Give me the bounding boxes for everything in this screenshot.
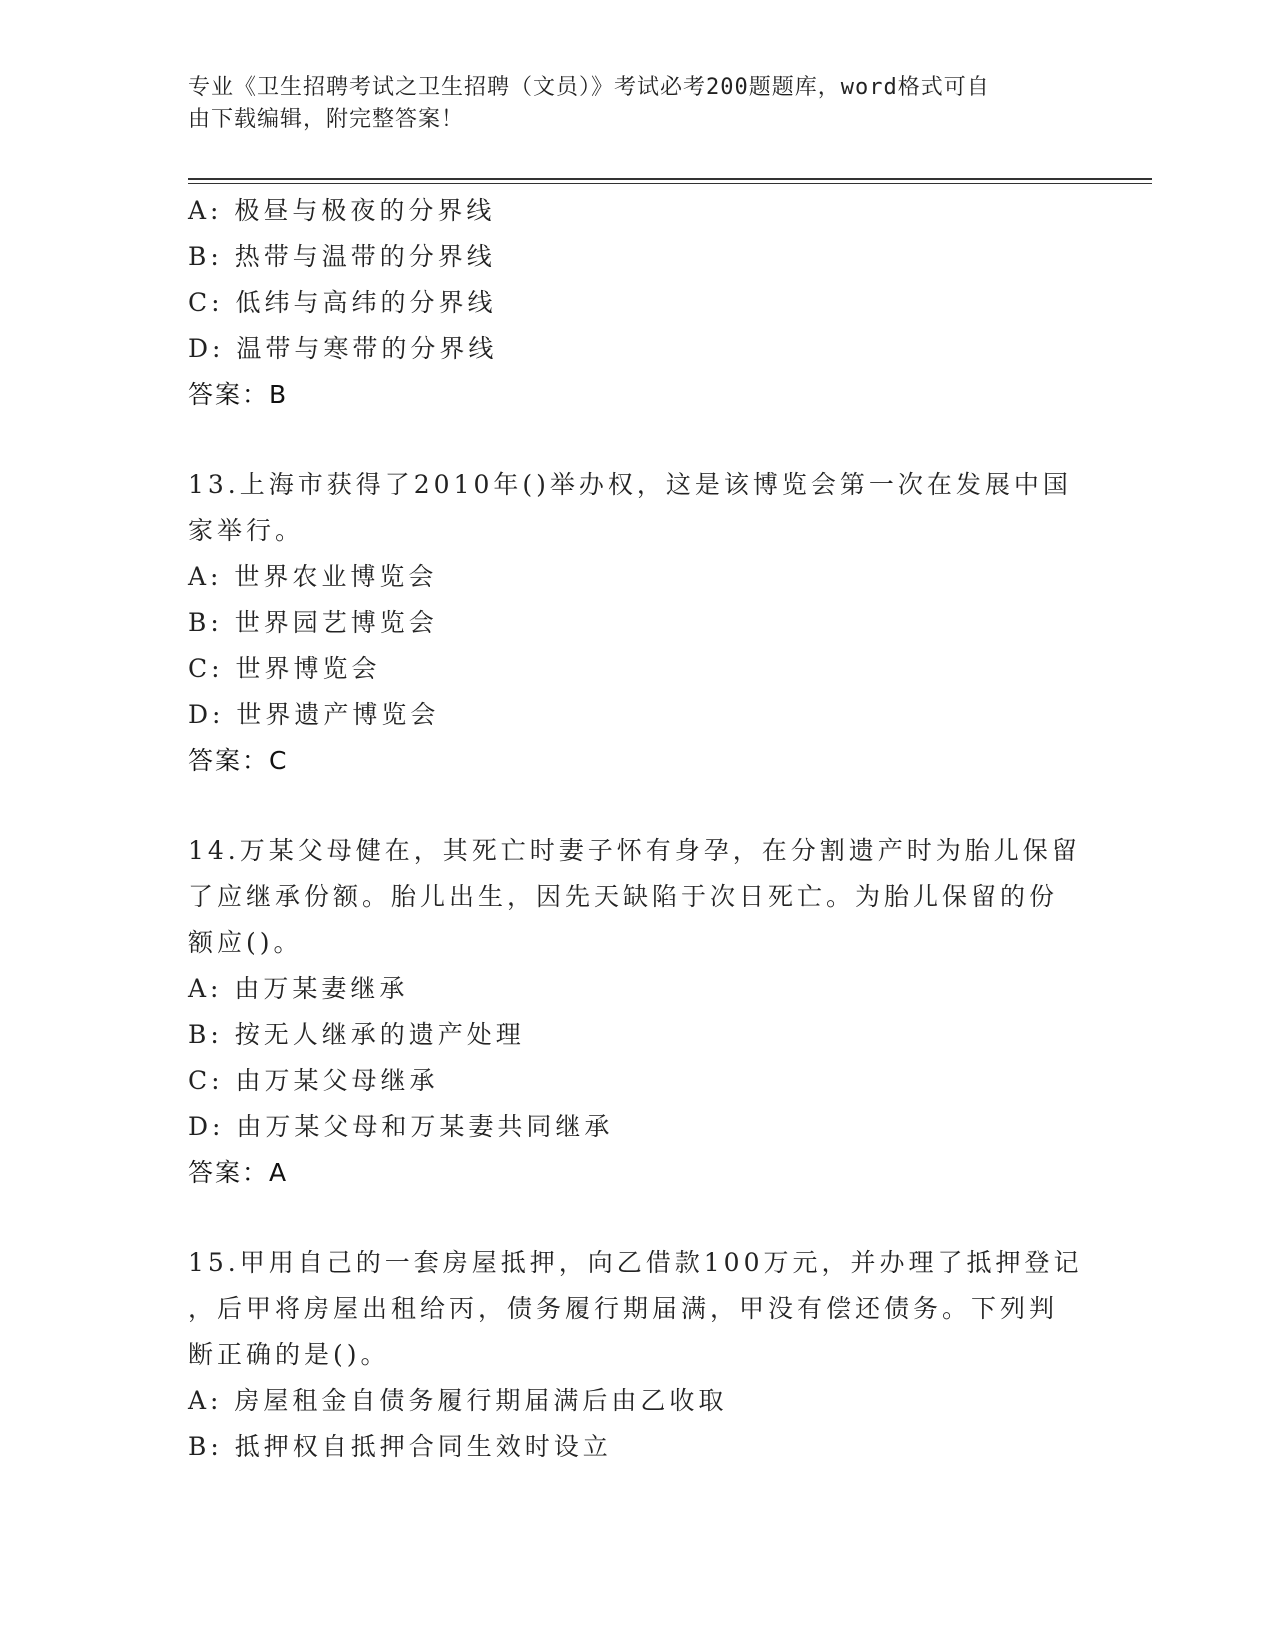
question-12 bbox=[188, 188, 1088, 418]
question-13 bbox=[188, 462, 1088, 784]
question-list bbox=[188, 188, 1088, 1470]
question-stem-line: 15.甲用自己的一套房屋抵押，向乙借款100万元，并办理了抵押登记 bbox=[188, 1248, 1083, 1277]
answer-line: 答案：C bbox=[188, 746, 289, 775]
option-d: D: 由万某父母和万某妻共同继承 bbox=[188, 1112, 614, 1141]
spacer bbox=[188, 784, 1088, 828]
header-divider-thin bbox=[188, 183, 1152, 184]
option-b: B: 按无人继承的遗产处理 bbox=[188, 1020, 525, 1049]
option-a: A: 由万某妻继承 bbox=[188, 974, 409, 1003]
question-stem-line: 家举行。 bbox=[188, 516, 305, 545]
question-stem-line: 13.上海市获得了2010年()举办权，这是该博览会第一次在发展中国 bbox=[188, 470, 1072, 499]
question-stem-line: 额应()。 bbox=[188, 928, 303, 957]
spacer bbox=[188, 418, 1088, 462]
option-b: B: 世界园艺博览会 bbox=[188, 608, 438, 637]
answer-line: 答案：B bbox=[188, 380, 289, 409]
header-line-1: 专业《卫生招聘考试之卫生招聘（文员）》考试必考200题题库，word格式可自 bbox=[188, 75, 990, 100]
answer-line: 答案：A bbox=[188, 1158, 289, 1187]
question-stem-line: ，后甲将房屋出租给丙，债务履行期届满，甲没有偿还债务。下列判 bbox=[188, 1294, 1059, 1323]
option-c: C: 世界博览会 bbox=[188, 654, 381, 683]
question-stem-line: 断正确的是()。 bbox=[188, 1340, 390, 1369]
option-d: D: 温带与寒带的分界线 bbox=[188, 334, 498, 363]
question-stem-line: 了应继承份额。胎儿出生，因先天缺陷于次日死亡。为胎儿保留的份 bbox=[188, 882, 1059, 911]
option-a: A: 极昼与极夜的分界线 bbox=[188, 196, 496, 225]
option-a: A: 房屋租金自债务履行期届满后由乙收取 bbox=[188, 1386, 728, 1415]
question-15 bbox=[188, 1240, 1088, 1470]
option-c: C: 由万某父母继承 bbox=[188, 1066, 439, 1095]
question-stem-line: 14.万某父母健在，其死亡时妻子怀有身孕，在分割遗产时为胎儿保留 bbox=[188, 836, 1081, 865]
spacer bbox=[188, 1196, 1088, 1240]
option-d: D: 世界遗产博览会 bbox=[188, 700, 440, 729]
document-header bbox=[188, 72, 1068, 136]
option-b: B: 热带与温带的分界线 bbox=[188, 242, 496, 271]
option-c: C: 低纬与高纬的分界线 bbox=[188, 288, 497, 317]
header-divider-thick bbox=[188, 178, 1152, 180]
header-line-2: 由下载编辑，附完整答案！ bbox=[188, 107, 465, 132]
option-a: A: 世界农业博览会 bbox=[188, 562, 438, 591]
option-b: B: 抵押权自抵押合同生效时设立 bbox=[188, 1432, 612, 1461]
question-14 bbox=[188, 828, 1088, 1196]
